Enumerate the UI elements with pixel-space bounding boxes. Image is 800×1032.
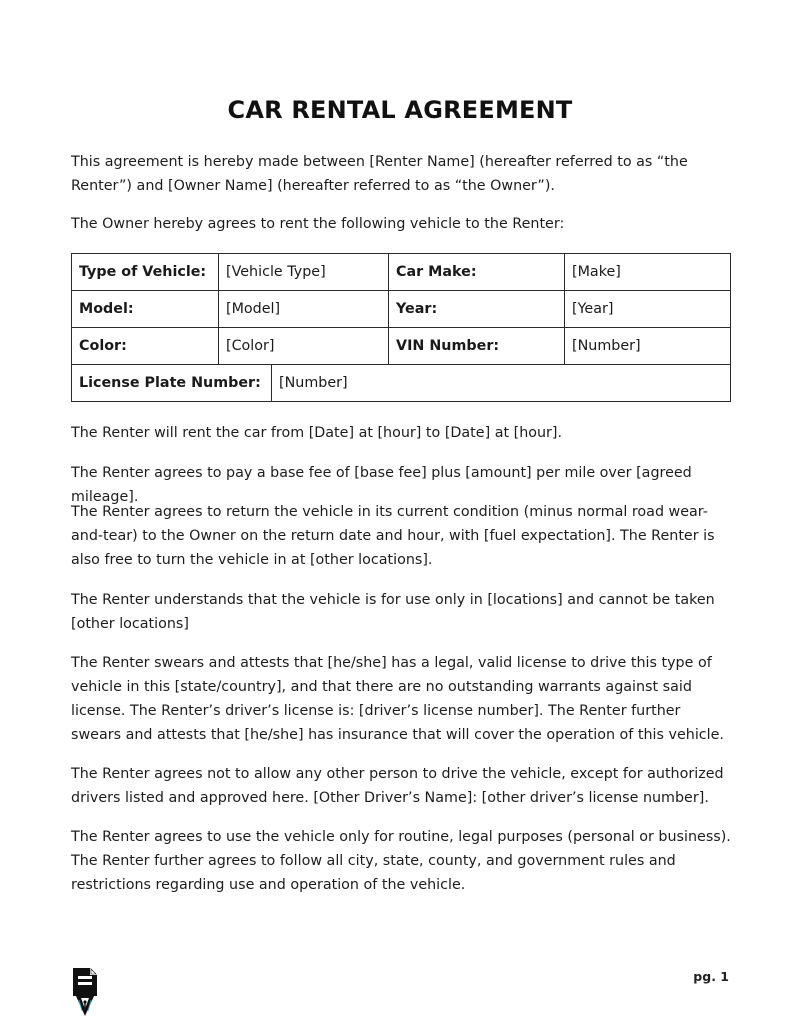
vehicle-use-paragraph: The Renter agrees to use the vehicle only for routine, legal purposes (personal or business). The Renter further agrees to follow all city, state, county, and government rules and restrictions regarding use and operation of the vehicle. bbox=[71, 829, 731, 893]
color-value: [Color] bbox=[219, 328, 389, 365]
authorized-drivers-paragraph: The Renter agrees not to allow any other person to drive the vehicle, except for authorized drivers listed and approved here. [Other Driver’s Name]: [other driver’s license number]. bbox=[71, 766, 724, 806]
fee-paragraph: The Renter agrees to pay a base fee of [base fee] plus [amount] per mile over [agreed mileage]. bbox=[71, 465, 692, 505]
model-label: Model: bbox=[72, 291, 219, 328]
table-row bbox=[72, 328, 731, 365]
vin-value: [Number] bbox=[565, 328, 731, 365]
vehicle-details-table bbox=[71, 253, 731, 402]
model-value: [Model] bbox=[219, 291, 389, 328]
car-make-label: Car Make: bbox=[389, 254, 565, 291]
intro-paragraph: This agreement is hereby made between [Renter Name] (hereafter referred to as “the Renter”) and [Owner Name] (hereafter referred to as “the Owner”). bbox=[71, 154, 688, 194]
table-row bbox=[72, 291, 731, 328]
vin-label: VIN Number: bbox=[389, 328, 565, 365]
fountain-pen-logo-icon bbox=[70, 966, 100, 1018]
page-number: pg. 1 bbox=[693, 969, 729, 984]
table-row bbox=[72, 365, 731, 402]
year-label: Year: bbox=[389, 291, 565, 328]
license-plate-value: [Number] bbox=[272, 365, 731, 402]
table-row bbox=[72, 254, 731, 291]
usage-locations-paragraph: The Renter understands that the vehicle is for use only in [locations] and cannot be taken [other locations] bbox=[71, 592, 715, 632]
year-value: [Year] bbox=[565, 291, 731, 328]
color-label: Color: bbox=[72, 328, 219, 365]
return-condition-paragraph: The Renter agrees to return the vehicle in its current condition (minus normal road wear-and-tear) to the Owner on the return date and hour, with [fuel expectation]. The Renter is also free to turn the vehicle in at [other locations]. bbox=[71, 504, 715, 568]
car-make-value: [Make] bbox=[565, 254, 731, 291]
vehicle-type-label: Type of Vehicle: bbox=[72, 254, 219, 291]
license-attestation-paragraph: The Renter swears and attests that [he/she] has a legal, valid license to drive this type of vehicle in this [state/country], and that there are no outstanding warrants against said license. The Renter’s driver’s license is: [driver’s license number]. The Renter further swears and attests that [he/she] has insurance that will cover the operation of this vehicle. bbox=[71, 655, 724, 743]
rental-period-paragraph: The Renter will rent the car from [Date] at [hour] to [Date] at [hour]. bbox=[71, 425, 563, 441]
document-title: CAR RENTAL AGREEMENT bbox=[227, 96, 573, 124]
rent-statement: The Owner hereby agrees to rent the following vehicle to the Renter: bbox=[71, 216, 565, 232]
vehicle-type-value: [Vehicle Type] bbox=[219, 254, 389, 291]
license-plate-label: License Plate Number: bbox=[72, 365, 272, 402]
